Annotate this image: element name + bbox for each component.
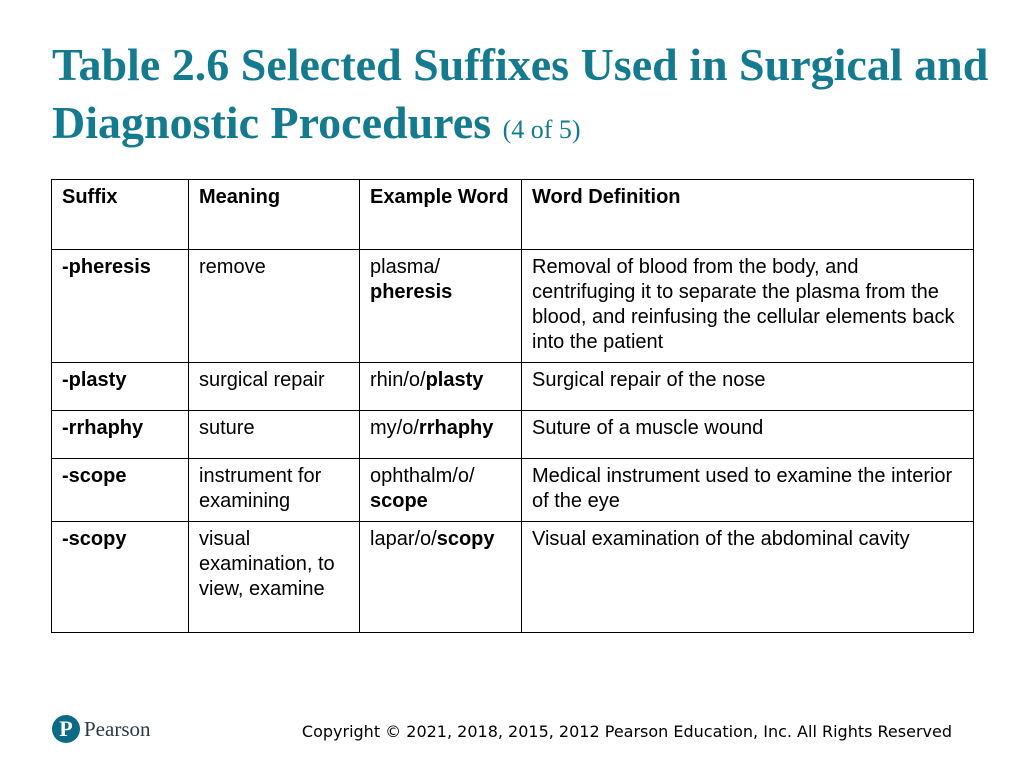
- example-suffix: scopy: [436, 528, 495, 550]
- meaning-cell: remove: [189, 250, 360, 363]
- table-row: [52, 250, 974, 363]
- example-word-cell: [360, 459, 522, 522]
- suffix-cell: -scope: [52, 459, 189, 522]
- table-row: [52, 411, 974, 459]
- table-row: [52, 459, 974, 522]
- meaning-cell: suture: [189, 411, 360, 459]
- table-row: [52, 363, 974, 411]
- example-suffix: rrhaphy: [418, 417, 494, 439]
- meaning-cell: instrument for examining: [189, 459, 360, 522]
- example-root: rhin/o/: [370, 369, 426, 391]
- example-word-cell: [360, 363, 522, 411]
- suffix-cell: -rrhaphy: [52, 411, 189, 459]
- title-part-indicator: (4 of 5): [502, 115, 581, 144]
- definition-cell: Removal of blood from the body, and centrifuging it to separate the plasma from the blood, and reinfusing the cellular elements back into the patient: [522, 250, 974, 363]
- example-root: lapar/o/: [370, 528, 437, 550]
- header-suffix: Suffix: [52, 180, 189, 250]
- meaning-cell: visual examination, to view, examine: [189, 522, 360, 633]
- example-root: my/o/: [370, 417, 419, 439]
- table-header-row: [52, 180, 974, 250]
- table-row: [52, 522, 974, 633]
- header-example-word: Example Word: [360, 180, 522, 250]
- suffix-cell: -plasty: [52, 363, 189, 411]
- example-suffix: scope: [370, 490, 428, 512]
- meaning-cell: surgical repair: [189, 363, 360, 411]
- pearson-p-icon: P: [52, 715, 80, 743]
- page-title: [52, 36, 992, 159]
- copyright-notice: Copyright © 2021, 2018, 2015, 2012 Pearson Education, Inc. All Rights Reserved: [301, 722, 952, 741]
- example-word-cell: [360, 522, 522, 633]
- definition-cell: Suture of a muscle wound: [522, 411, 974, 459]
- example-root: plasma/: [370, 256, 441, 278]
- pearson-logo: [52, 715, 151, 743]
- header-word-definition: Word Definition: [522, 180, 974, 250]
- example-root: ophthalm/o/: [370, 465, 475, 487]
- pearson-wordmark: Pearson: [84, 716, 151, 741]
- definition-cell: Medical instrument used to examine the interior of the eye: [522, 459, 974, 522]
- header-meaning: Meaning: [189, 180, 360, 250]
- suffix-cell: -pheresis: [52, 250, 189, 363]
- suffix-cell: -scopy: [52, 522, 189, 633]
- definition-cell: Visual examination of the abdominal cavity: [522, 522, 974, 633]
- example-suffix: plasty: [425, 369, 484, 391]
- definition-cell: Surgical repair of the nose: [522, 363, 974, 411]
- title-main: Table 2.6 Selected Suffixes Used in Surgical and Diagnostic Procedures: [52, 39, 989, 148]
- example-word-cell: [360, 411, 522, 459]
- example-suffix: pheresis: [370, 281, 453, 303]
- suffix-table: [51, 179, 974, 633]
- example-word-cell: [360, 250, 522, 363]
